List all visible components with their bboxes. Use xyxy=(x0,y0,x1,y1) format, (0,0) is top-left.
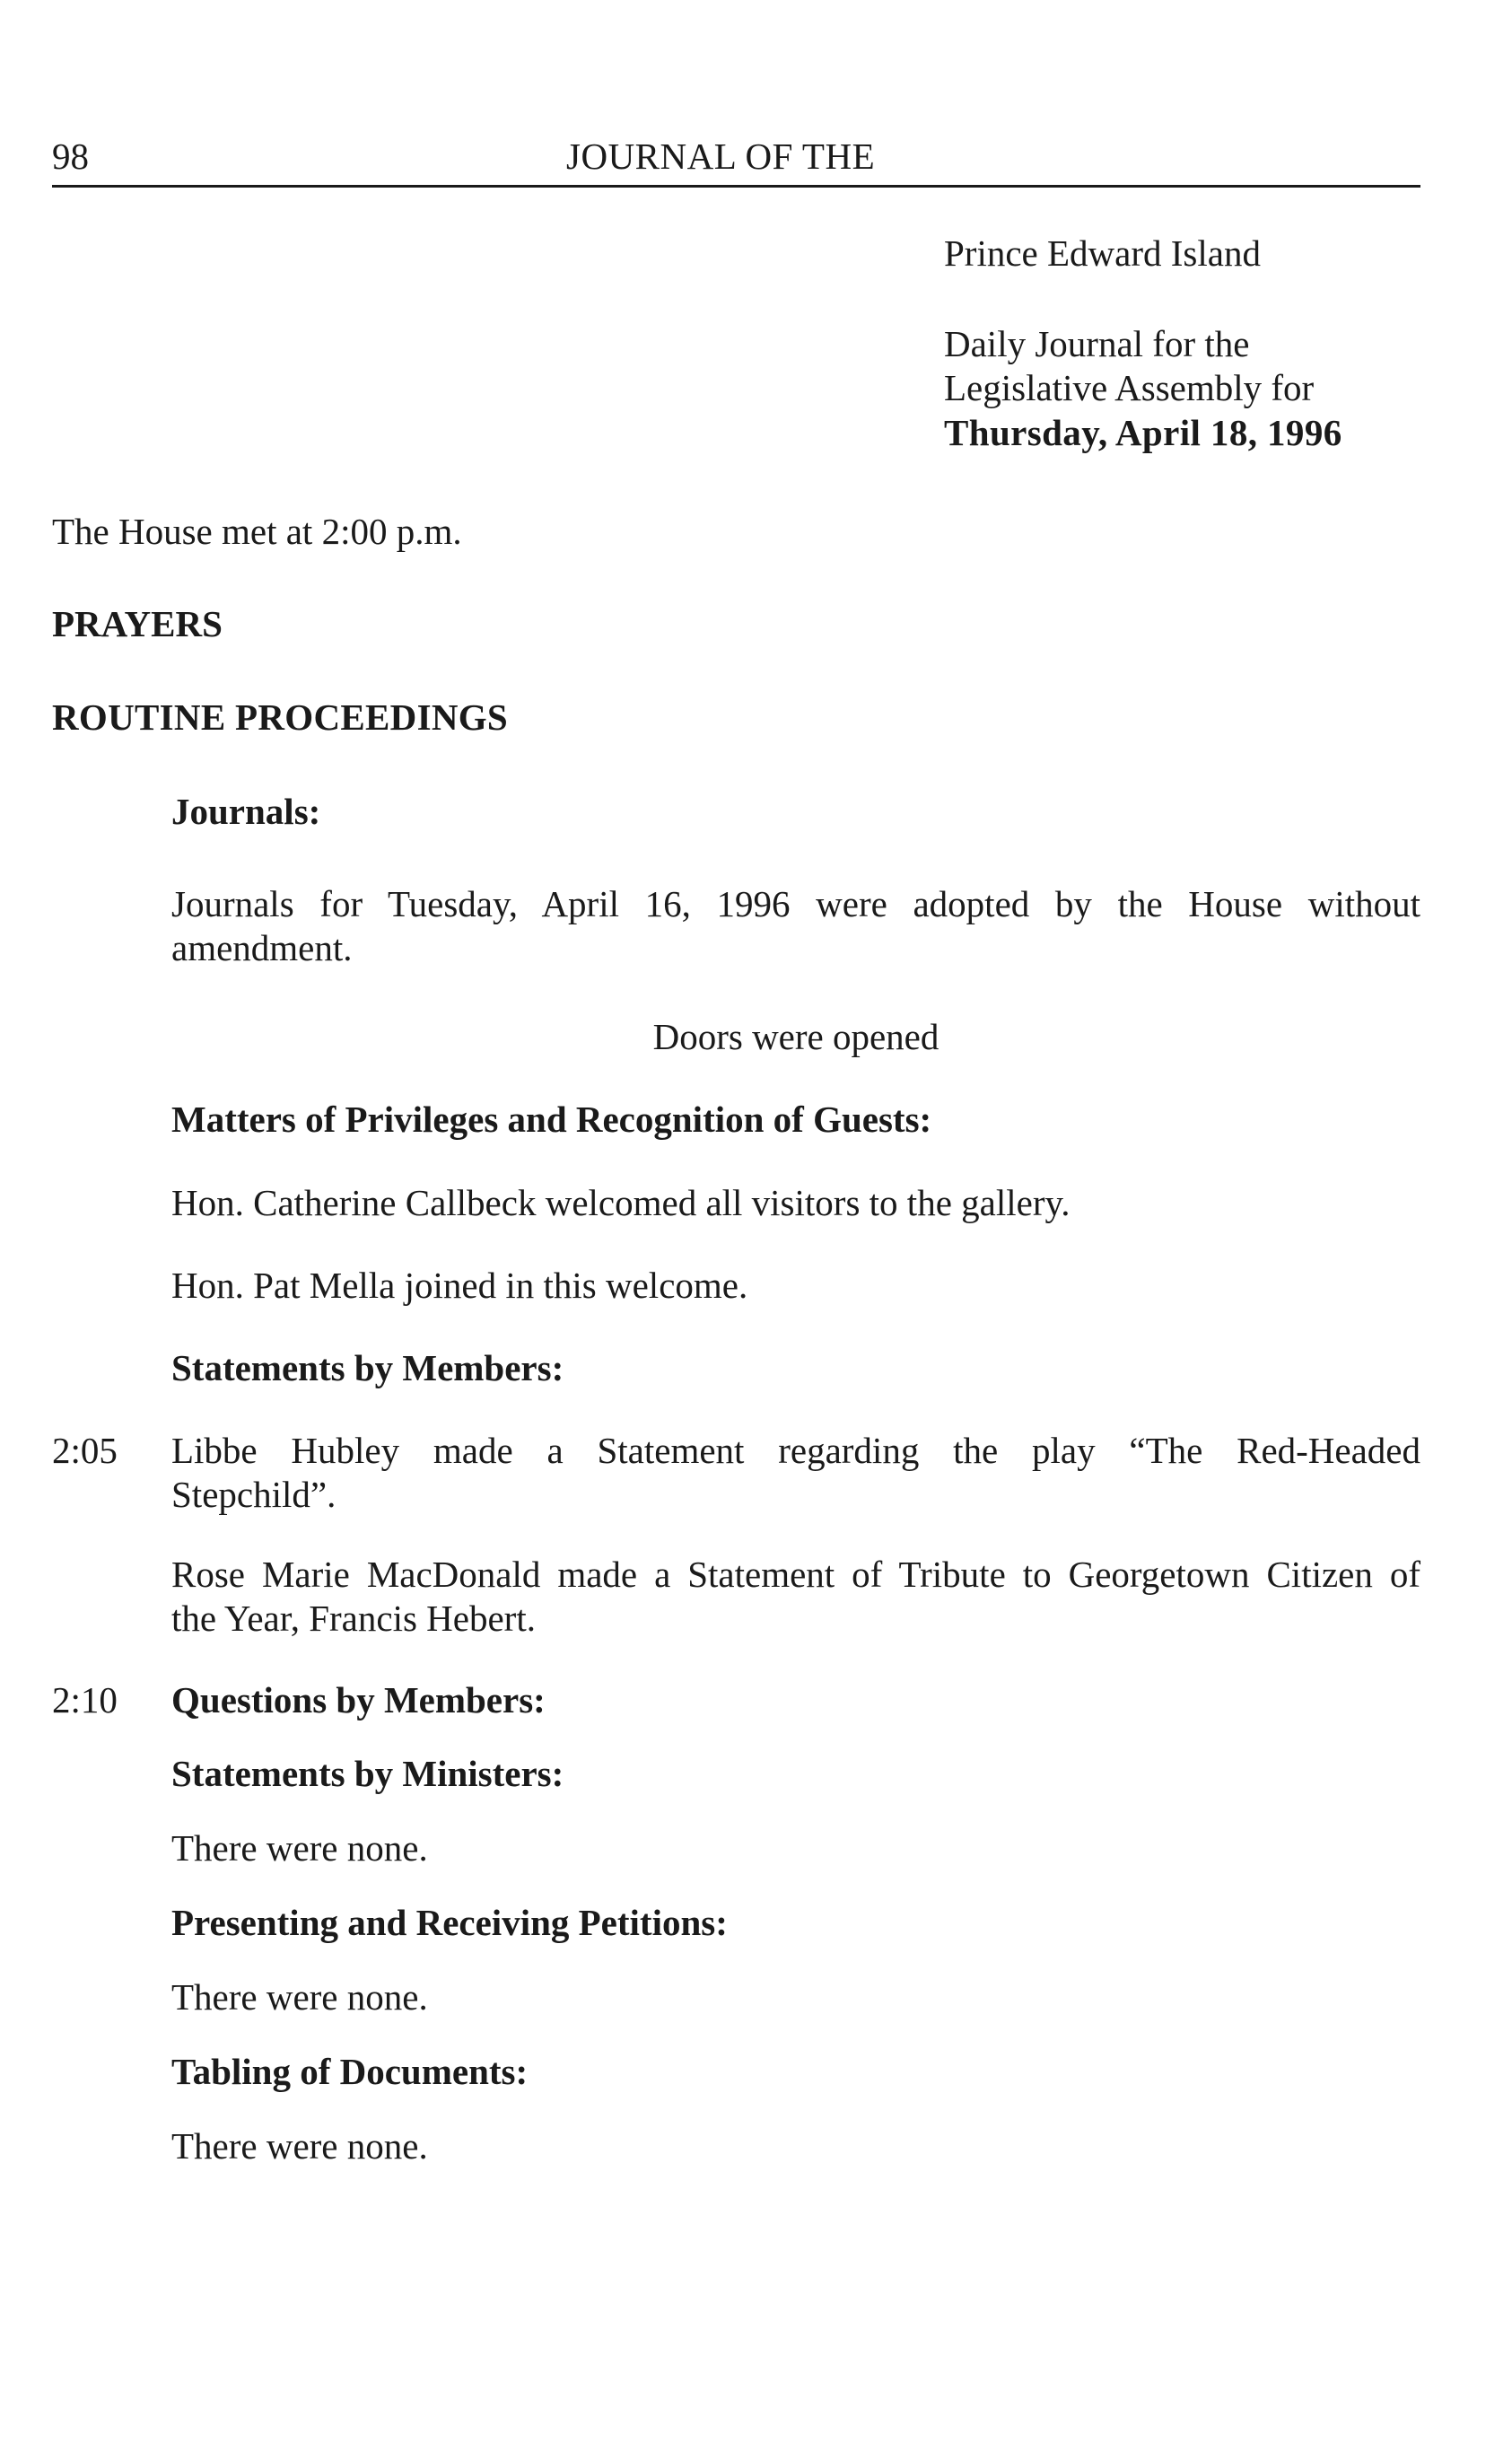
hubley-statement-line-2: Stepchild”. xyxy=(171,1474,336,1516)
privileges-item-1: Hon. Catherine Callbeck welcomed all visitors to the gallery. xyxy=(171,1182,1071,1223)
prayers-heading: PRAYERS xyxy=(52,603,223,644)
statements-by-ministers-text: There were none. xyxy=(171,1827,428,1869)
statements-by-ministers-heading: Statements by Ministers: xyxy=(171,1753,564,1794)
time-stamp-2-10: 2:10 xyxy=(52,1679,118,1721)
sitting-date: Thursday, April 18, 1996 xyxy=(944,411,1342,453)
province-name: Prince Edward Island xyxy=(944,232,1261,274)
page-header xyxy=(52,135,1420,181)
house-met-text: The House met at 2:00 p.m. xyxy=(52,511,462,552)
macdonald-statement-line-1: Rose Marie MacDonald made a Statement of Tribute to Georgetown Citizen of xyxy=(171,1554,1420,1595)
tabling-heading: Tabling of Documents: xyxy=(171,2051,529,2092)
journals-paragraph xyxy=(171,882,1420,970)
macdonald-statement-line-2: the Year, Francis Hebert. xyxy=(171,1598,536,1640)
page-number: 98 xyxy=(52,136,89,177)
journals-heading: Journals: xyxy=(171,791,321,832)
questions-by-members-heading: Questions by Members: xyxy=(171,1679,546,1721)
macdonald-statement xyxy=(171,1553,1420,1641)
time-stamp-2-05: 2:05 xyxy=(52,1430,118,1471)
statements-by-members-heading: Statements by Members: xyxy=(171,1347,564,1388)
tabling-text: There were none. xyxy=(171,2125,428,2167)
hubley-statement-line-1: Libbe Hubley made a Statement regarding the play “The Red-Headed xyxy=(171,1430,1420,1471)
journal-title-line-1: Daily Journal for the xyxy=(944,323,1250,365)
title-block xyxy=(944,232,1446,455)
journals-text-line-1: Journals for Tuesday, April 16, 1996 were adopted by the House without xyxy=(171,883,1420,924)
routine-proceedings-heading: ROUTINE PROCEEDINGS xyxy=(52,696,509,738)
header-rule xyxy=(52,185,1420,188)
hubley-statement xyxy=(171,1429,1420,1517)
journal-title-line-2: Legislative Assembly for xyxy=(944,367,1315,409)
running-head: JOURNAL OF THE xyxy=(566,136,876,177)
petitions-heading: Presenting and Receiving Petitions: xyxy=(171,1902,728,1943)
privileges-heading: Matters of Privileges and Recognition of Guests: xyxy=(171,1099,932,1140)
privileges-item-2: Hon. Pat Mella joined in this welcome. xyxy=(171,1265,748,1306)
petitions-text: There were none. xyxy=(171,1976,428,2018)
doors-opened-note: Doors were opened xyxy=(652,1016,940,1057)
journals-text-line-2: amendment. xyxy=(171,927,353,969)
